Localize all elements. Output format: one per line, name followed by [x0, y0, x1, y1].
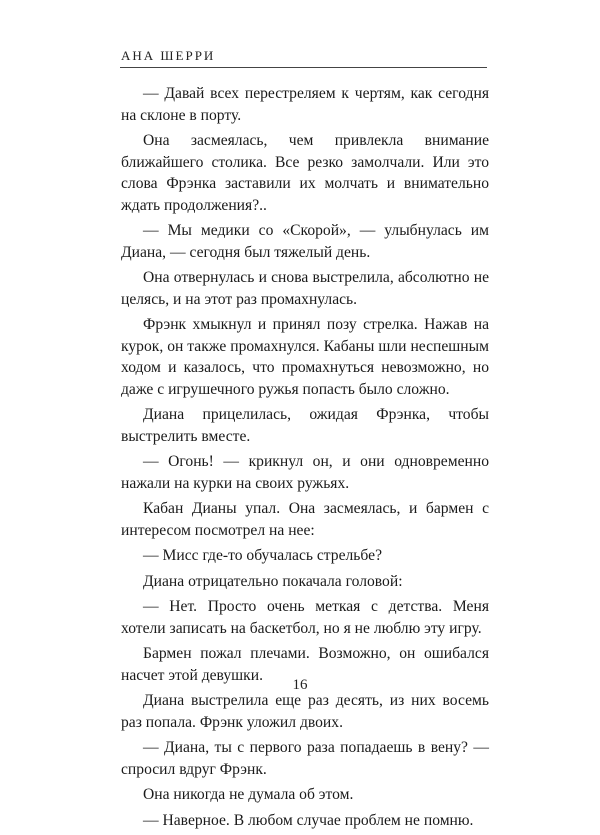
page-body: [121, 83, 489, 835]
running-head: АНА ШЕРРИ: [121, 48, 216, 63]
paragraph: Диана выстрелила еще раз десять, из них восемь раз попала. Фрэнк уложил двоих.: [121, 692, 489, 731]
paragraph: Бармен пожал плечами. Возможно, он ошибался насчет этой девушки.: [121, 645, 489, 684]
paragraph: Она засмеялась, чем привлекла внимание ближайшего столика. Все резко замолчали. Или это слова Фрэнка заставили их молчать и внимательно ждать продолжения?..: [121, 132, 489, 214]
paragraph: — Нет. Просто очень меткая с детства. Меня хотели записать на баскетбол, но я не люблю эту игру.: [121, 598, 489, 637]
paragraph: Фрэнк хмыкнул и принял позу стрелка. Нажав на курок, он также промахнулся. Кабаны шли неспешным ходом и казалось, что промахнуться невозможно, но даже с игрушечного ружья попасть было сложно.: [121, 316, 489, 398]
paragraph: — Мисс где-то обучалась стрельбе?: [143, 547, 382, 564]
paragraph: Она никогда не думала об этом.: [143, 786, 354, 803]
paragraph: — Наверное. В любом случае проблем не помню.: [143, 811, 474, 829]
header-rule: [120, 67, 487, 68]
page-number: 16: [292, 677, 308, 693]
paragraph: — Мы медики со «Скорой», — улыбнулась им Диана, — сегодня был тяжелый день.: [121, 222, 489, 261]
paragraph: — Огонь! — крикнул он, и они одновременно нажали на курки на своих ружьях.: [121, 453, 489, 492]
paragraph: Кабан Дианы упал. Она засмеялась, и бармен с интересом посмотрел на нее:: [121, 500, 489, 539]
paragraph: — Давай всех перестреляем к чертям, как сегодня на склоне в порту.: [121, 85, 489, 124]
paragraph: Она отвернулась и снова выстрелила, абсолютно не целясь, и на этот раз промахнулась.: [121, 269, 489, 308]
paragraph: Диана прицелилась, ожидая Фрэнка, чтобы выстрелить вместе.: [121, 406, 489, 445]
paragraph: — Диана, ты с первого раза попадаешь в вену? — спросил вдруг Фрэнк.: [121, 739, 489, 778]
paragraph: Диана отрицательно покачала головой:: [143, 572, 403, 590]
